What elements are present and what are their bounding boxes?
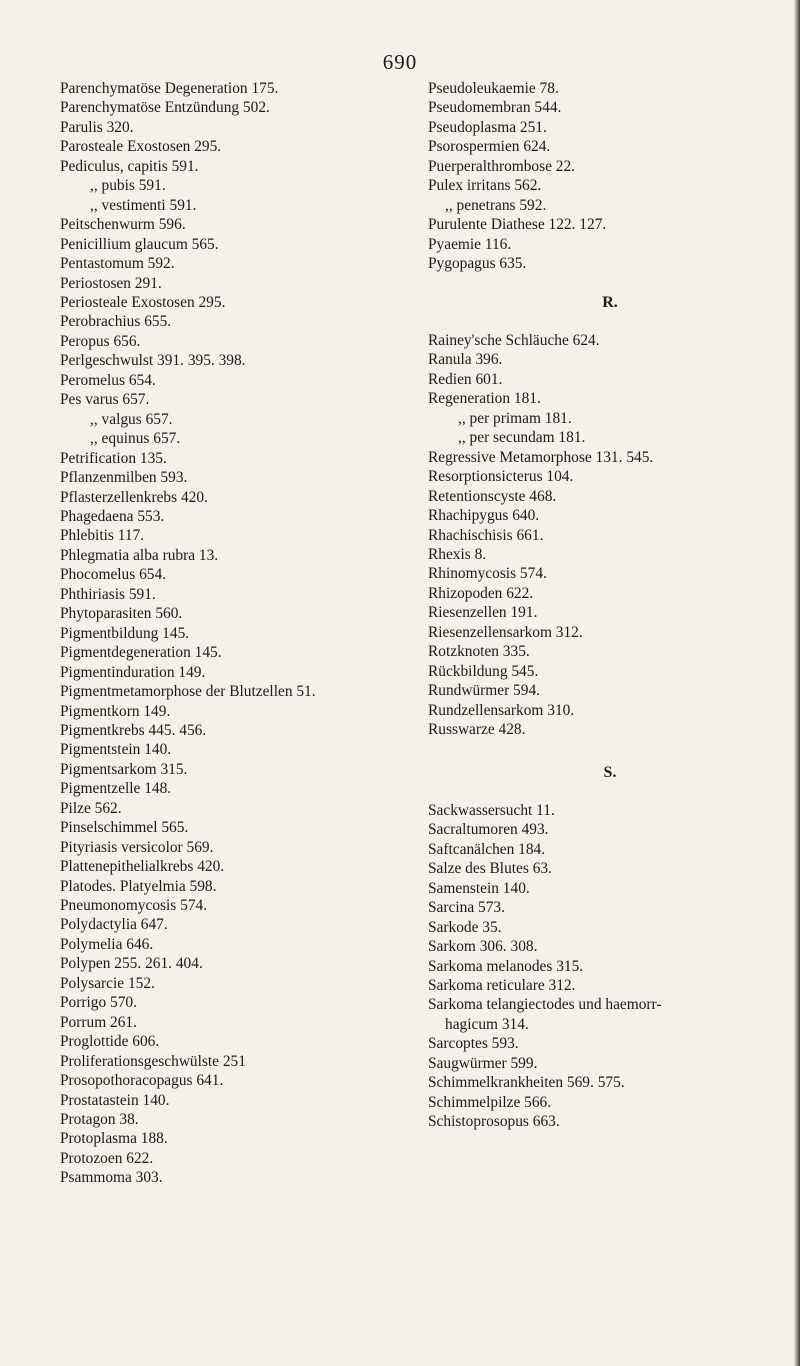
index-entry: Pigmentzelle 148. (60, 780, 172, 798)
index-entry: Perobrachius 655. (60, 313, 172, 331)
index-entry: Rhizopoden 622. (428, 584, 534, 602)
index-column-left (60, 79, 430, 1188)
index-entry: Pflanzenmilben 593. (60, 469, 188, 487)
index-entry: Peropus 656. (60, 332, 141, 350)
index-entry: Polysarcie 152. (60, 974, 155, 992)
index-entry: Polymelia 646. (60, 935, 154, 953)
index-entry: Pigmentmetamorphose der Blutzellen 51. (60, 683, 316, 701)
index-entry: Prosopothoracopagus 641. (60, 1072, 224, 1090)
page-edge-shadow (794, 0, 800, 1366)
index-entry: Sackwassersucht 11. (428, 801, 555, 819)
index-entry: Sacraltumoren 493. (428, 821, 549, 839)
index-entry: Sarkoma telangiectodes und haemorr- (428, 996, 662, 1014)
index-entry: ,, equinus 657. (90, 430, 181, 448)
index-entry: Polypen 255. 261. 404. (60, 955, 203, 973)
index-entry: ,, per secundam 181. (458, 429, 586, 447)
index-entry: Pigmentdegeneration 145. (60, 644, 222, 662)
index-entry: Parenchymatöse Entzündung 502. (60, 99, 270, 117)
index-entry: Saftcanälchen 184. (428, 840, 546, 858)
index-entry: Rhachipygus 640. (428, 507, 540, 525)
index-entry: Protoplasma 188. (60, 1130, 168, 1148)
index-entry: ,, valgus 657. (90, 410, 173, 428)
index-entry: Proglottide 606. (60, 1033, 160, 1051)
index-entry: Porrigo 570. (60, 994, 137, 1012)
index-entry: Perlgeschwulst 391. 395. 398. (60, 352, 246, 370)
index-entry: Pityriasis versicolor 569. (60, 838, 214, 856)
index-entry: Psammoma 303. (60, 1169, 163, 1187)
index-entry: Regressive Metamorphose 131. 545. (428, 448, 654, 466)
index-entry: Regeneration 181. (428, 390, 541, 408)
index-entry: Sarkoma reticulare 312. (428, 977, 576, 995)
index-entry: Petrification 135. (60, 449, 167, 467)
index-entry: Parulis 320. (60, 118, 134, 136)
index-entry: Rhexis 8. (428, 545, 487, 563)
index-entry: Sarkoma melanodes 315. (428, 957, 584, 975)
index-entry: Pediculus, capitis 591. (60, 157, 199, 175)
index-entry: Phocomelus 654. (60, 566, 167, 584)
index-entry: Prostatastein 140. (60, 1091, 170, 1109)
index-entry: Penicillium glaucum 565. (60, 235, 219, 253)
index-entry: Pygopagus 635. (428, 255, 527, 273)
index-entry: Riesenzellen 191. (428, 604, 538, 622)
index-entry: Phthiriasis 591. (60, 585, 156, 603)
index-entry: Sarkode 35. (428, 918, 502, 936)
index-entry: Rotzknoten 335. (428, 643, 530, 661)
index-entry: Periosteale Exostosen 295. (60, 293, 226, 311)
index-entry: Redien 601. (428, 370, 503, 388)
index-entry: Peitschenwurm 596. (60, 216, 186, 234)
index-entry: Sarcina 573. (428, 899, 505, 917)
index-entry: Rhinomycosis 574. (428, 565, 547, 583)
index-entry: Saugwürmer 599. (428, 1054, 538, 1072)
index-entry: Rhachischisis 661. (428, 526, 544, 544)
index-entry: Pseudoleukaemie 78. (428, 80, 559, 97)
index-column-right (428, 79, 788, 1132)
index-entry: Puerperalthrombose 22. (428, 157, 576, 175)
index-entry: Pseudoplasma 251. (428, 118, 547, 136)
index-entry: Retentionscyste 468. (428, 487, 557, 505)
index-entry: Peromelus 654. (60, 371, 156, 389)
index-entry: Riesenzellensarkom 312. (428, 623, 583, 641)
index-entry: Russwarze 428. (428, 721, 526, 739)
index-entry: Phagedaena 553. (60, 507, 165, 525)
index-entry: Ranula 396. (428, 351, 503, 369)
index-entry: Pyaemie 116. (428, 235, 512, 253)
index-entry: Parenchymatöse Degeneration 175. (60, 80, 279, 97)
index-entry: Protagon 38. (60, 1111, 139, 1129)
index-entry: Pigmentsarkom 315. (60, 760, 188, 778)
index-entry: Rückbildung 545. (428, 662, 539, 680)
index-entry: Plattenepithelialkrebs 420. (60, 858, 225, 876)
index-entry: Pinselschimmel 565. (60, 819, 189, 837)
index-entry: Parosteale Exostosen 295. (60, 138, 222, 156)
page-number: 690 (382, 50, 418, 74)
index-entry: Porrum 261. (60, 1013, 137, 1031)
index-entry: Sarcoptes 593. (428, 1035, 519, 1053)
index-entry: Sarkom 306. 308. (428, 938, 538, 956)
index-entry: Purulente Diathese 122. 127. (428, 216, 607, 234)
index-group-r (428, 331, 788, 740)
index-entry: Pentastomum 592. (60, 255, 175, 273)
index-entry: Pigmentkorn 149. (60, 702, 171, 720)
index-entry: Pseudomembran 544. (428, 99, 562, 117)
index-entry: Pigmentinduration 149. (60, 663, 206, 681)
index-entry: Pflasterzellenkrebs 420. (60, 488, 208, 506)
index-entry: Samenstein 140. (428, 879, 530, 897)
index-entry: Pneumonomycosis 574. (60, 897, 208, 915)
index-entry: Rainey'sche Schläuche 624. (428, 331, 600, 349)
index-entry: ,, penetrans 592. (445, 196, 547, 214)
index-entry: Proliferationsgeschwülste 251 (60, 1052, 246, 1070)
index-entry: Pigmentkrebs 445. 456. (60, 721, 207, 739)
index-entry: Pigmentstein 140. (60, 741, 172, 759)
index-group-p (428, 79, 788, 274)
index-entry: Schimmelpilze 566. (428, 1093, 552, 1111)
section-heading-s: S. (603, 763, 617, 781)
index-entry: Phytoparasiten 560. (60, 605, 183, 623)
index-entry: Polydactylia 647. (60, 916, 168, 934)
index-group-s (428, 801, 788, 1132)
index-entry: ,, per primam 181. (458, 409, 572, 427)
index-entry: ,, pubis 591. (90, 177, 166, 195)
index-entry: Pilze 562. (60, 799, 122, 817)
index-entry: Pes varus 657. (60, 391, 150, 409)
index-entry: Phlegmatia alba rubra 13. (60, 546, 219, 564)
index-entry: Rundzellensarkom 310. (428, 701, 575, 719)
index-entry: hagicum 314. (445, 1015, 529, 1033)
index-entry: Salze des Blutes 63. (428, 860, 552, 878)
index-entry: Periostosen 291. (60, 274, 162, 292)
index-entry: Resorptionsicterus 104. (428, 468, 574, 486)
index-entry: Schistoprosopus 663. (428, 1113, 560, 1131)
index-entry: Protozoen 622. (60, 1149, 154, 1167)
index-entry: Pigmentbildung 145. (60, 624, 190, 642)
index-entry: ,, vestimenti 591. (90, 196, 197, 214)
index-entry: Phlebitis 117. (60, 527, 145, 545)
index-entry: Rundwürmer 594. (428, 682, 540, 700)
index-entry: Platodes. Platyelmia 598. (60, 877, 217, 895)
index-entry: Psorospermien 624. (428, 138, 551, 156)
section-heading-r: R. (602, 293, 618, 311)
index-entry: Pulex irritans 562. (428, 177, 542, 195)
index-entry: Schimmelkrankheiten 569. 575. (428, 1074, 625, 1092)
